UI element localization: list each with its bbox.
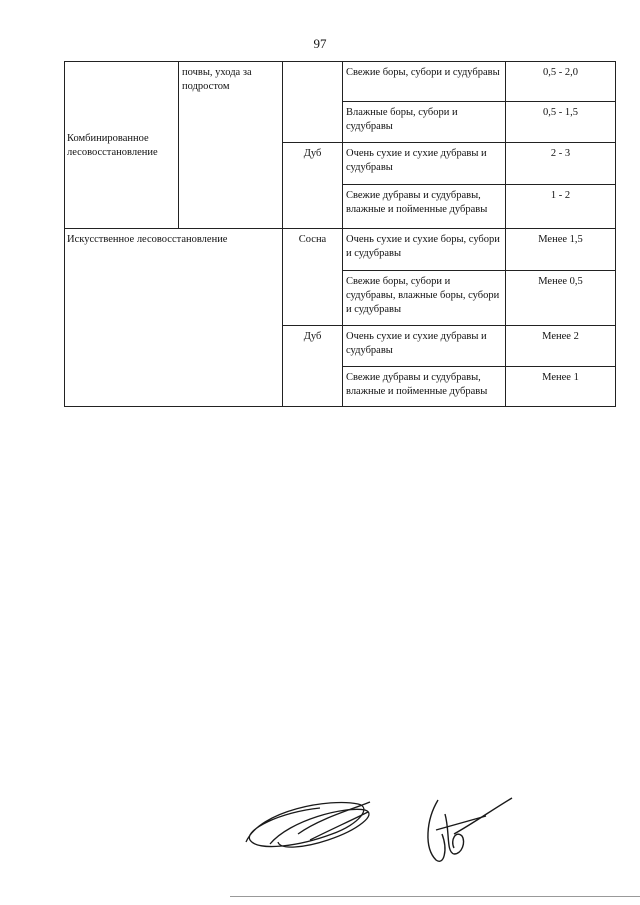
forest-regeneration-table (64, 61, 616, 407)
value-label: Менее 2 (542, 331, 579, 342)
forest-type-label: Влажные боры, субори и судубравы (346, 107, 458, 132)
value-cell (506, 367, 616, 407)
forest-type-label: Свежие дубравы и судубравы, влажные и пойменные дубравы (346, 190, 488, 215)
forest-type-label: Свежие боры, субори и судубравы (346, 67, 500, 78)
method-cell (65, 62, 179, 229)
table-row (65, 62, 616, 102)
forest-type-cell (343, 326, 506, 367)
value-label: 2 - 3 (550, 148, 571, 159)
page-number: 97 (313, 36, 327, 51)
method-cell (65, 229, 283, 407)
value-cell (506, 185, 616, 229)
value-label: 1 - 2 (550, 190, 571, 201)
method-label: Искусственное лесовосстановление (67, 234, 228, 245)
species-label: Сосна (298, 234, 327, 245)
value-cell (506, 229, 616, 271)
value-label: 0,5 - 2,0 (543, 67, 578, 78)
value-cell (506, 143, 616, 185)
forest-type-label: Свежие дубравы и судубравы, влажные и пойменные дубравы (346, 372, 488, 397)
value-label: Менее 1,5 (538, 234, 583, 245)
value-cell (506, 62, 616, 102)
value-cell (506, 326, 616, 367)
handwritten-signatures (240, 790, 540, 880)
forest-type-cell (343, 102, 506, 143)
forest-type-cell (343, 229, 506, 271)
value-cell (506, 271, 616, 326)
page-bottom-edge (230, 896, 640, 897)
signature-right (428, 798, 512, 861)
value-label: Менее 1 (542, 372, 579, 383)
signature-left (246, 802, 370, 847)
method-label: Комбинированное лесовосстановление (67, 132, 158, 158)
forest-type-cell (343, 271, 506, 326)
condition-cell (179, 62, 283, 229)
forest-type-label: Очень сухие и сухие боры, субори и судубравы (346, 234, 500, 259)
value-label: 0,5 - 1,5 (543, 107, 578, 118)
forest-type-label: Свежие боры, субори и судубравы, влажные боры, субори и судубравы (346, 276, 500, 315)
species-label: Дуб (303, 148, 322, 159)
species-label: Дуб (303, 331, 322, 342)
forest-type-cell (343, 367, 506, 407)
table-row (65, 229, 616, 271)
species-cell (283, 229, 343, 326)
condition-label: почвы, ухода за подростом (182, 67, 252, 92)
value-cell (506, 102, 616, 143)
forest-type-cell (343, 143, 506, 185)
forest-type-label: Очень сухие и сухие дубравы и судубравы (346, 148, 487, 173)
forest-type-label: Очень сухие и сухие дубравы и судубравы (346, 331, 487, 356)
species-cell (283, 62, 343, 143)
forest-type-cell (343, 62, 506, 102)
value-label: Менее 0,5 (538, 276, 583, 287)
species-cell (283, 326, 343, 407)
species-cell (283, 143, 343, 229)
forest-type-cell (343, 185, 506, 229)
